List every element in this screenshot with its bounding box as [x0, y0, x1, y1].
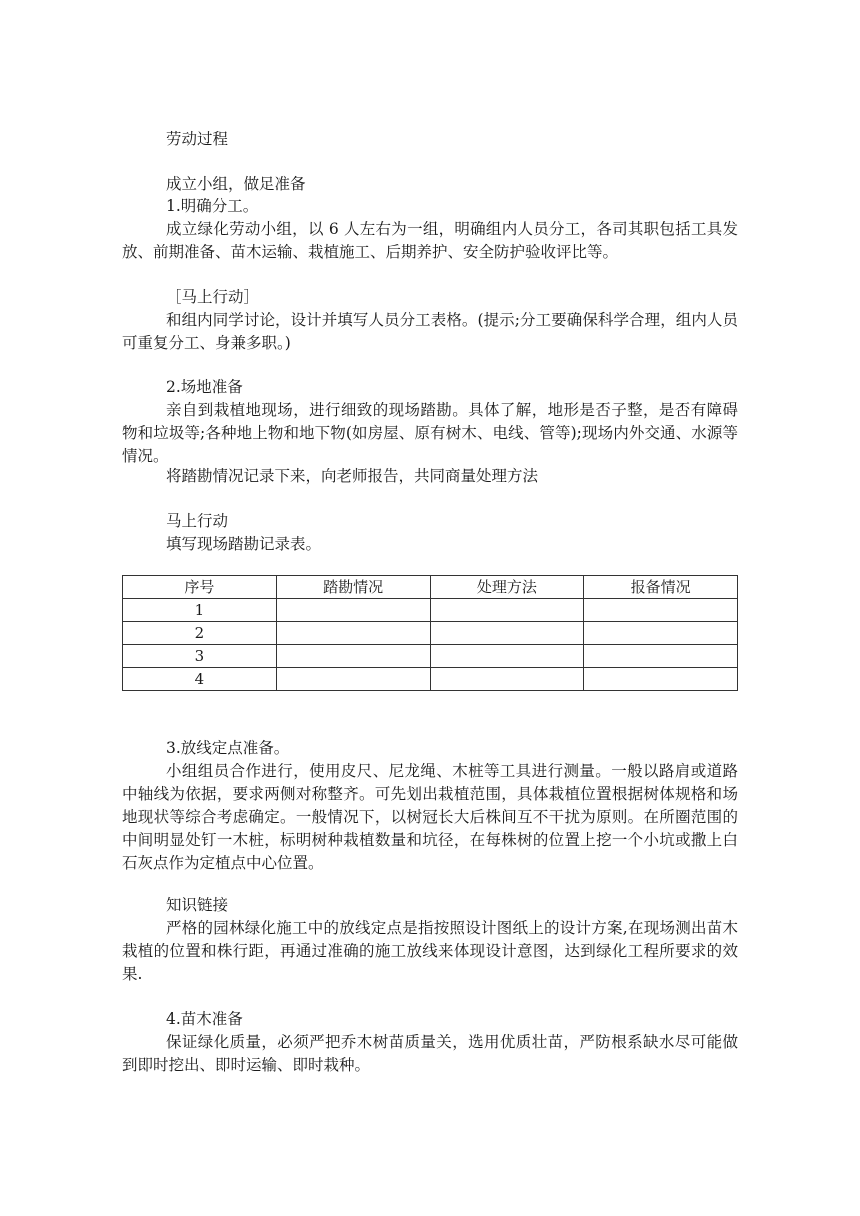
table-row [123, 599, 738, 622]
table-cell [430, 622, 584, 645]
table-cell [584, 622, 738, 645]
item2-body: 亲自到栽植地现场，进行细致的现场踏勘。具体了解，地形是否子整，是否有障碍物和垃圾等;各种地上物和地下物(如房屋、原有树木、电线、管等);现场内外交通、水源等情况。 [122, 401, 738, 465]
table-row [123, 622, 738, 645]
section-heading: 成立小组，做足准备 [166, 175, 306, 193]
table-header-cell: 报备情况 [584, 576, 738, 599]
table-cell [276, 599, 430, 622]
table-cell [584, 668, 738, 691]
table-cell [276, 622, 430, 645]
table-cell: 3 [123, 645, 277, 668]
action1-body: 和组内同学讨论，设计并填写人员分工表格。(提示;分工要确保科学合理，组内人员可重复分工、身兼多职。) [122, 311, 738, 352]
table-row [123, 645, 738, 668]
table-header-row [123, 576, 738, 599]
item4-body: 保证绿化质量，必须严把乔木树苗质量关，选用优质壮苗，严防根系缺水尽可能做到即时挖出、即时运输、即时栽种。 [122, 1033, 738, 1074]
table-row [123, 668, 738, 691]
action2-body: 填写现场踏勘记录表。 [166, 535, 322, 553]
action1-heading: ［马上行动］ [166, 288, 260, 306]
table-header-cell: 序号 [123, 576, 277, 599]
table-header-cell: 踏勘情况 [276, 576, 430, 599]
table-cell [430, 668, 584, 691]
item4-heading: 4.苗木准备 [166, 1010, 243, 1028]
table-cell [276, 668, 430, 691]
table-cell: 1 [123, 599, 277, 622]
table-cell [430, 645, 584, 668]
item2-heading: 2.场地准备 [166, 378, 243, 396]
table-cell [430, 599, 584, 622]
item1-body: 成立绿化劳动小组，以 6 人左右为一组，明确组内人员分工，各司其职包括工具发放、前期准备、苗木运输、栽植施工、后期养护、安全防护验收评比等。 [122, 220, 738, 261]
item1-heading: 1.明确分工。 [166, 197, 259, 215]
knowledge-heading: 知识链接 [166, 896, 229, 914]
table-header-cell: 处理方法 [430, 576, 584, 599]
item2-body2: 将踏勘情况记录下来，向老师报告，共同商量处理方法 [166, 467, 539, 485]
table-cell: 4 [123, 668, 277, 691]
item3-body: 小组组员合作进行，使用皮尺、尼龙绳、木桩等工具进行测量。一般以路肩或道路中轴线为依据，要求两侧对称整齐。可先划出栽植范围，具体栽植位置根据树体规格和场地现状等综合考虑确定。一般情况下，以树冠长大后株间互不干扰为原则。在所圈范围的中间明显处钉一木桩，标明树种栽植数量和坑径，在每株树的位置上挖一个小坑或撒上白石灰点作为定植点中心位置。 [122, 762, 738, 872]
survey-record-table [122, 575, 738, 691]
table-cell [276, 645, 430, 668]
table-cell [584, 645, 738, 668]
table-cell [584, 599, 738, 622]
doc-title: 劳动过程 [166, 130, 229, 148]
table-cell: 2 [123, 622, 277, 645]
item3-heading: 3.放线定点准备。 [166, 739, 290, 757]
knowledge-body: 严格的园林绿化施工中的放线定点是指按照设计图纸上的设计方案,在现场测出苗木栽植的位置和株行距，再通过准确的施工放线来体现设计意图，达到绿化工程所要求的效果. [122, 919, 738, 983]
action2-heading: 马上行动 [166, 512, 229, 530]
